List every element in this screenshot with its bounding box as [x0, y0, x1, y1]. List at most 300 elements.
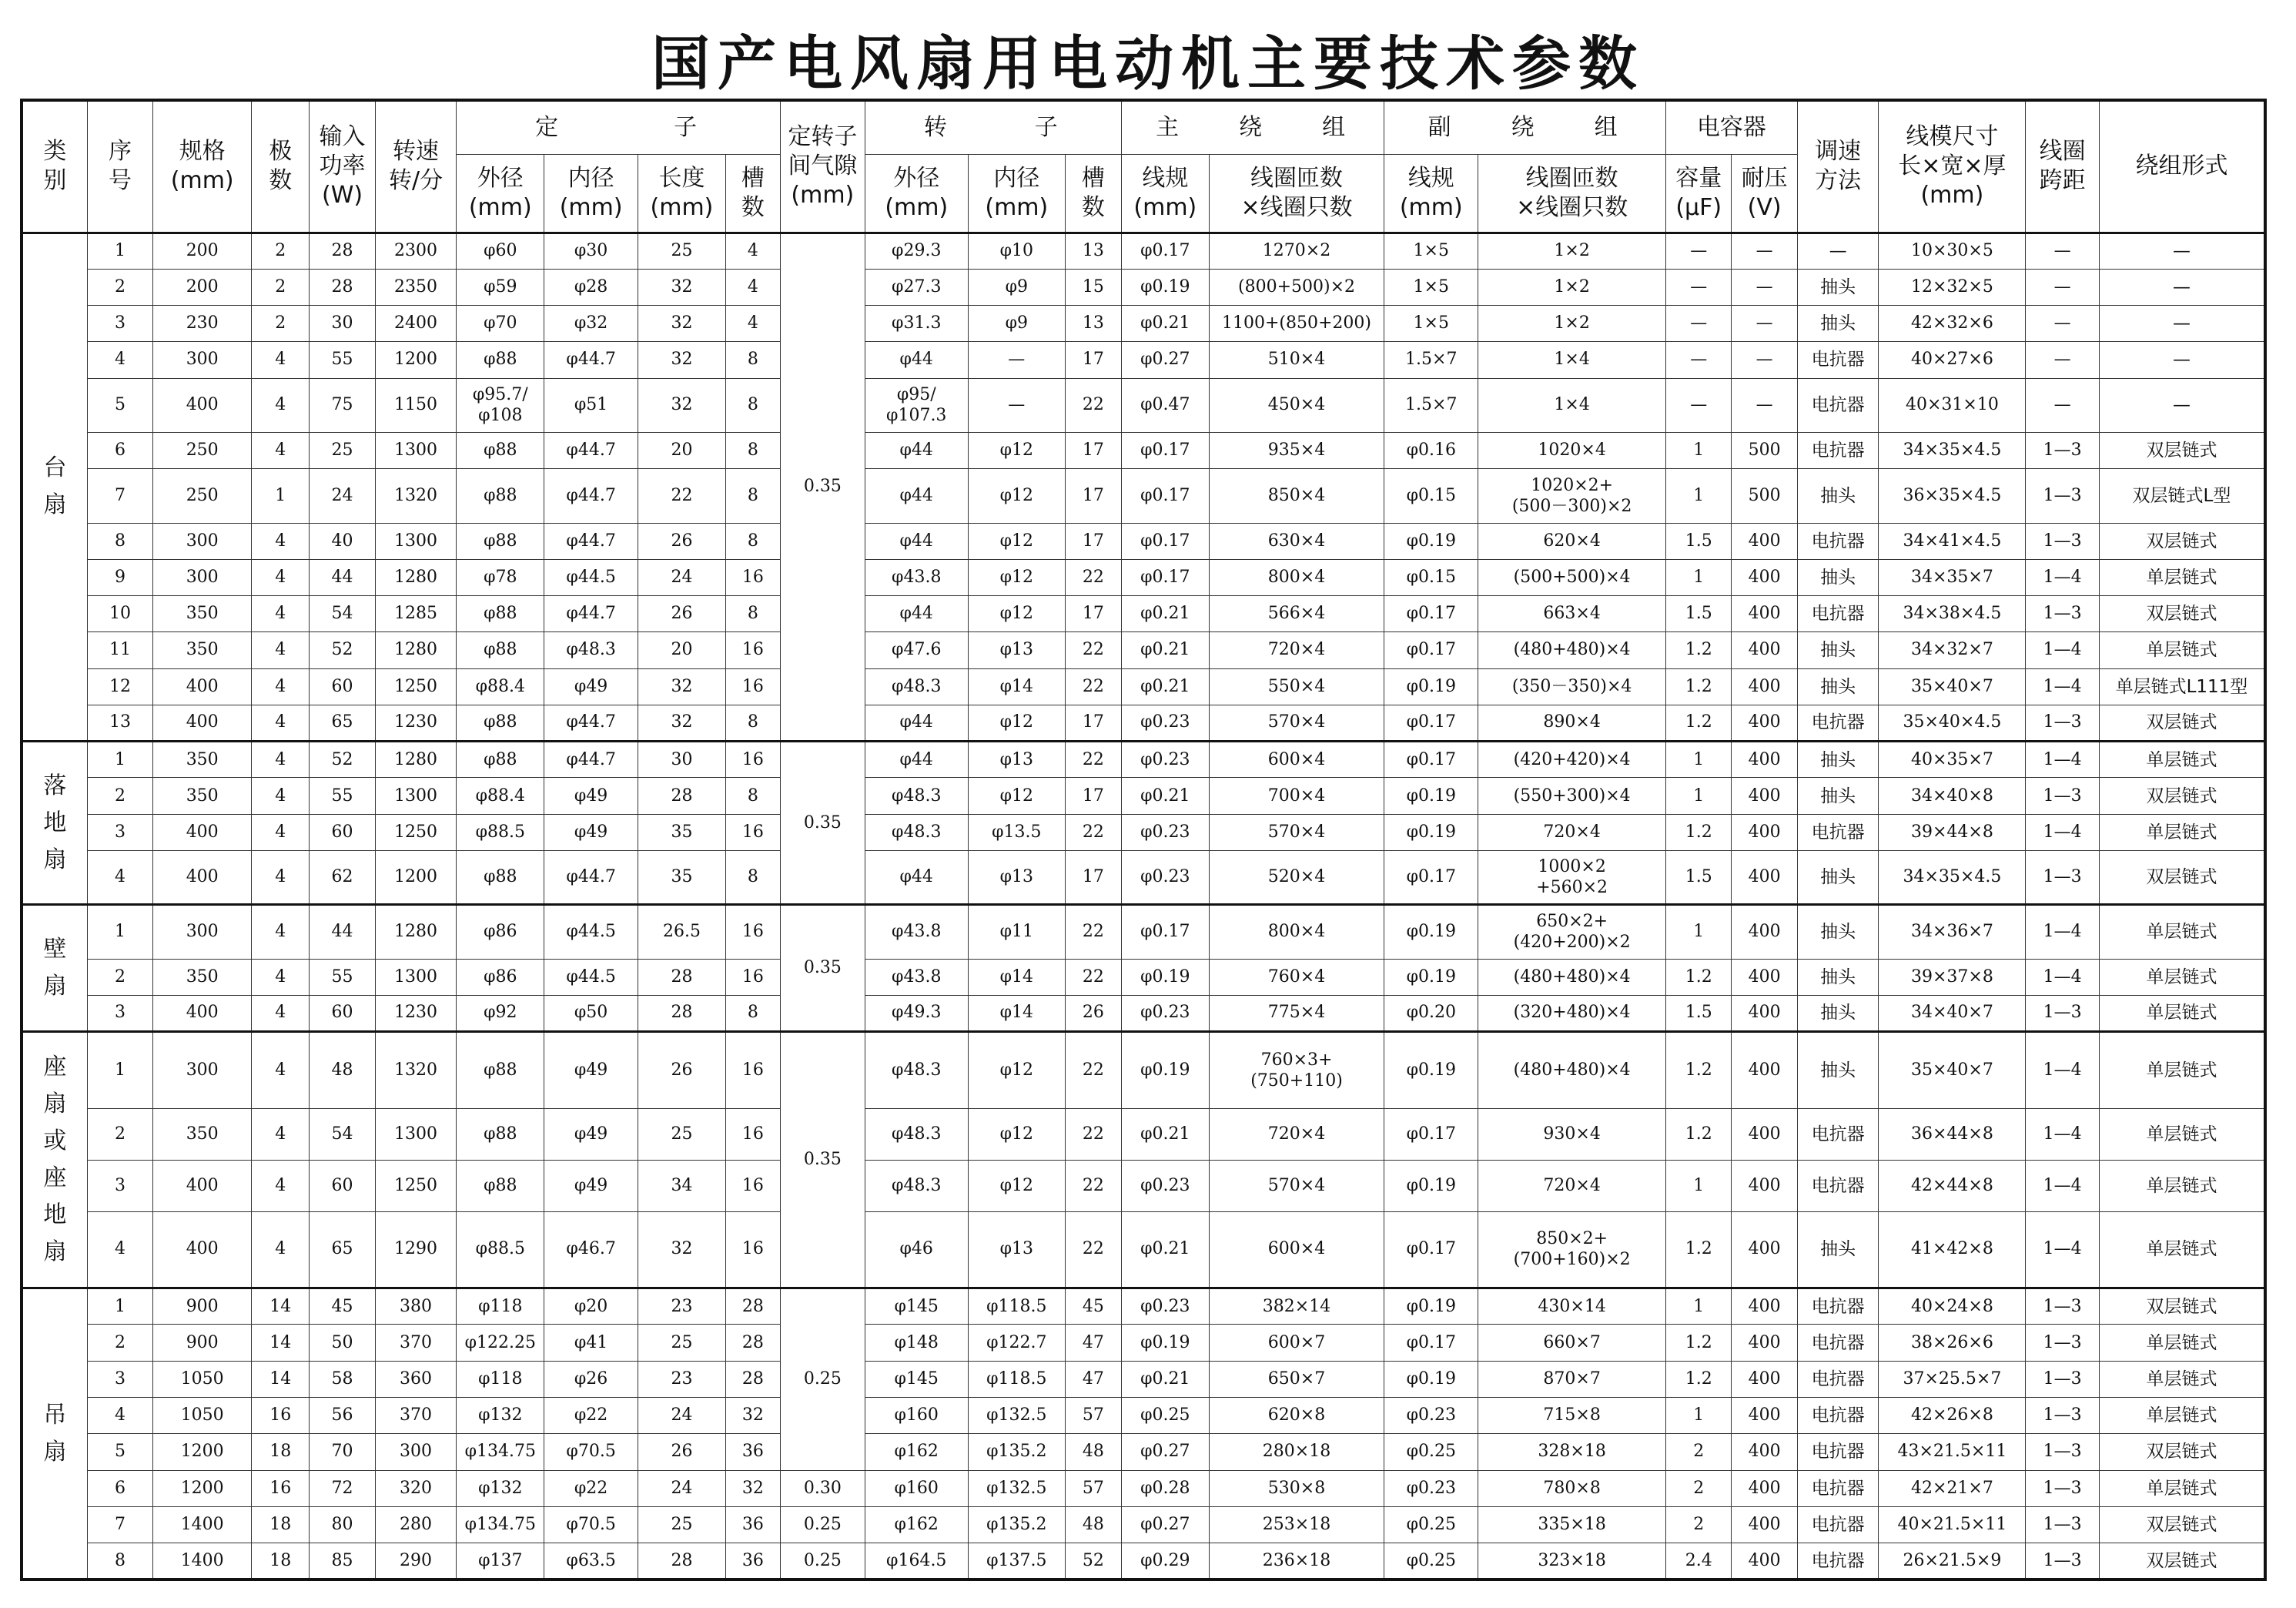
- data-cell: φ118.5: [968, 1361, 1065, 1397]
- data-cell: 300: [375, 1434, 457, 1470]
- data-cell: φ0.17: [1121, 233, 1209, 269]
- data-cell: 单层链式: [2099, 1032, 2265, 1109]
- data-cell: 26×21.5×9: [1879, 1543, 2026, 1580]
- data-cell: (480+480)×4: [1478, 959, 1666, 995]
- data-cell: 2350: [375, 269, 457, 305]
- data-cell: 1.2: [1666, 959, 1732, 995]
- data-cell: 1—3: [2026, 1361, 2100, 1397]
- data-cell: 1: [87, 905, 152, 959]
- data-cell: 760×3+ (750+110): [1209, 1032, 1384, 1109]
- header-spec: 规格 (mm): [153, 100, 252, 233]
- data-cell: 单层链式: [2099, 1470, 2265, 1506]
- data-cell: 28: [310, 269, 375, 305]
- data-cell: 660×7: [1478, 1325, 1666, 1361]
- data-cell: φ47.6: [865, 632, 968, 668]
- data-cell: 抽头: [1797, 306, 1879, 342]
- data-cell: 1400: [153, 1543, 252, 1580]
- category-char: 台: [43, 454, 67, 482]
- data-cell: 400: [1732, 905, 1797, 959]
- table-row: [22, 778, 2265, 814]
- data-cell: 4: [252, 778, 310, 814]
- data-cell: φ0.17: [1384, 742, 1478, 778]
- data-cell: 400: [1732, 523, 1797, 559]
- table-row: [22, 342, 2265, 378]
- data-cell: 4: [252, 705, 310, 741]
- data-cell: 4: [252, 814, 310, 850]
- data-cell: 70: [310, 1434, 375, 1470]
- data-cell: φ0.19: [1121, 959, 1209, 995]
- header-power: 输入 功率 (W): [310, 100, 375, 233]
- data-cell: 72: [310, 1470, 375, 1506]
- data-cell: 3: [87, 1160, 152, 1211]
- data-cell: 1: [252, 469, 310, 523]
- table-row: [22, 1543, 2265, 1580]
- data-cell: φ88: [457, 523, 544, 559]
- data-cell: 700×4: [1209, 778, 1384, 814]
- data-cell: —: [1666, 269, 1732, 305]
- data-cell: φ70: [457, 306, 544, 342]
- data-cell: 57: [1065, 1397, 1121, 1433]
- data-cell: 20: [638, 432, 726, 468]
- data-cell: φ44.5: [544, 559, 638, 595]
- header-aux-coils: 线圈匝数 ×线圈只数: [1478, 154, 1666, 233]
- data-cell: 抽头: [1797, 1032, 1879, 1109]
- data-cell: φ0.17: [1384, 850, 1478, 904]
- data-cell: 24: [638, 559, 726, 595]
- data-cell: 13: [1065, 233, 1121, 269]
- data-cell: 1—3: [2026, 1543, 2100, 1580]
- data-cell: 930×4: [1478, 1108, 1666, 1160]
- data-cell: 18: [252, 1434, 310, 1470]
- header-poles: 极 数: [252, 100, 310, 233]
- data-cell: 1—4: [2026, 1108, 2100, 1160]
- data-cell: 电抗器: [1797, 1108, 1879, 1160]
- data-cell: φ0.19: [1384, 814, 1478, 850]
- data-cell: φ48.3: [865, 814, 968, 850]
- data-cell: φ44.7: [544, 596, 638, 632]
- data-cell: —: [1732, 233, 1797, 269]
- data-cell: φ135.2: [968, 1434, 1065, 1470]
- data-cell: φ132: [457, 1470, 544, 1506]
- data-cell: 328×18: [1478, 1434, 1666, 1470]
- data-cell: 双层链式: [2099, 1434, 2265, 1470]
- data-cell: 2400: [375, 306, 457, 342]
- header-stator-slots: 槽 数: [725, 154, 780, 233]
- data-cell: 8: [725, 778, 780, 814]
- data-cell: 电抗器: [1797, 1397, 1879, 1433]
- header-coil-pitch: 线圈 跨距: [2026, 100, 2100, 233]
- data-cell: φ145: [865, 1361, 968, 1397]
- data-cell: φ59: [457, 269, 544, 305]
- air-gap-cell: 0.35: [780, 905, 865, 1032]
- data-cell: φ14: [968, 959, 1065, 995]
- data-cell: 28: [725, 1325, 780, 1361]
- data-cell: φ0.23: [1384, 1397, 1478, 1433]
- data-cell: —: [1666, 378, 1732, 432]
- data-cell: 280: [375, 1506, 457, 1543]
- category-char: 壁: [43, 936, 67, 963]
- data-cell: φ12: [968, 559, 1065, 595]
- data-cell: 32: [638, 1211, 726, 1288]
- data-cell: φ88.5: [457, 814, 544, 850]
- data-cell: 2: [1666, 1434, 1732, 1470]
- table-row: [22, 1211, 2265, 1288]
- data-cell: 26: [638, 1434, 726, 1470]
- data-cell: φ0.19: [1384, 959, 1478, 995]
- data-cell: 350: [153, 1108, 252, 1160]
- data-cell: 45: [310, 1288, 375, 1325]
- data-cell: φ0.27: [1121, 342, 1209, 378]
- data-cell: φ43.8: [865, 959, 968, 995]
- data-cell: 50: [310, 1325, 375, 1361]
- data-cell: 双层链式: [2099, 1543, 2265, 1580]
- data-cell: φ0.23: [1121, 850, 1209, 904]
- data-cell: 16: [725, 668, 780, 705]
- data-cell: φ0.19: [1384, 1361, 1478, 1397]
- data-cell: 26: [638, 523, 726, 559]
- header-cap-value: 容量 (μF): [1666, 154, 1732, 233]
- air-gap-cell: 0.25: [780, 1288, 865, 1470]
- data-cell: 1: [1666, 778, 1732, 814]
- data-cell: 620×4: [1478, 523, 1666, 559]
- table-row: [22, 959, 2265, 995]
- data-cell: 16: [725, 814, 780, 850]
- data-cell: 350: [153, 959, 252, 995]
- data-cell: φ48.3: [865, 1032, 968, 1109]
- data-cell: 32: [638, 705, 726, 741]
- data-cell: 8: [725, 523, 780, 559]
- data-cell: 12×32×5: [1879, 269, 2026, 305]
- data-cell: 1—3: [2026, 850, 2100, 904]
- data-cell: 23: [638, 1361, 726, 1397]
- data-cell: 570×4: [1209, 705, 1384, 741]
- category-cell: [22, 905, 87, 1032]
- data-cell: 1: [1666, 1288, 1732, 1325]
- data-cell: 4: [252, 596, 310, 632]
- data-cell: 22: [1065, 632, 1121, 668]
- data-cell: 1—4: [2026, 1211, 2100, 1288]
- data-cell: φ44: [865, 705, 968, 741]
- data-cell: 抽头: [1797, 559, 1879, 595]
- data-cell: 17: [1065, 432, 1121, 468]
- data-cell: φ0.17: [1121, 523, 1209, 559]
- data-cell: 4: [252, 905, 310, 959]
- data-cell: 1: [1666, 905, 1732, 959]
- data-cell: 400: [153, 668, 252, 705]
- data-cell: 35: [638, 814, 726, 850]
- data-cell: 电抗器: [1797, 814, 1879, 850]
- data-cell: 40×27×6: [1879, 342, 2026, 378]
- data-cell: φ162: [865, 1434, 968, 1470]
- data-cell: 1270×2: [1209, 233, 1384, 269]
- data-cell: 1.5: [1666, 523, 1732, 559]
- data-cell: 17: [1065, 705, 1121, 741]
- data-cell: 双层链式: [2099, 705, 2265, 741]
- data-cell: 890×4: [1478, 705, 1666, 741]
- data-cell: 663×4: [1478, 596, 1666, 632]
- data-cell: φ49: [544, 778, 638, 814]
- data-cell: 400: [1732, 850, 1797, 904]
- data-cell: 1.2: [1666, 1032, 1732, 1109]
- data-cell: φ44: [865, 469, 968, 523]
- data-cell: (500+500)×4: [1478, 559, 1666, 595]
- data-cell: φ22: [544, 1397, 638, 1433]
- data-cell: 370: [375, 1397, 457, 1433]
- data-cell: 25: [310, 432, 375, 468]
- data-cell: —: [1797, 233, 1879, 269]
- data-cell: 1280: [375, 905, 457, 959]
- data-cell: 6: [87, 1470, 152, 1506]
- data-cell: 双层链式: [2099, 596, 2265, 632]
- data-cell: 38×26×6: [1879, 1325, 2026, 1361]
- data-cell: 44: [310, 905, 375, 959]
- data-cell: φ46: [865, 1211, 968, 1288]
- data-cell: 16: [725, 742, 780, 778]
- data-cell: 1.5: [1666, 850, 1732, 904]
- data-cell: 24: [638, 1470, 726, 1506]
- data-cell: 2: [87, 1108, 152, 1160]
- data-cell: 37×25.5×7: [1879, 1361, 2026, 1397]
- data-cell: 510×4: [1209, 342, 1384, 378]
- data-cell: 1×5: [1384, 306, 1478, 342]
- data-cell: 1.2: [1666, 1361, 1732, 1397]
- data-cell: 720×4: [1478, 814, 1666, 850]
- data-cell: φ0.21: [1121, 1211, 1209, 1288]
- data-cell: 400: [1732, 1288, 1797, 1325]
- data-cell: 55: [310, 778, 375, 814]
- data-cell: —: [1732, 269, 1797, 305]
- data-cell: —: [968, 342, 1065, 378]
- data-cell: 抽头: [1797, 668, 1879, 705]
- data-cell: φ49.3: [865, 995, 968, 1031]
- data-cell: 360: [375, 1361, 457, 1397]
- data-cell: φ12: [968, 432, 1065, 468]
- data-cell: 400: [1732, 1211, 1797, 1288]
- data-cell: 400: [1732, 995, 1797, 1031]
- air-gap-cell: 0.25: [780, 1543, 865, 1580]
- data-cell: 17: [1065, 469, 1121, 523]
- data-cell: 1150: [375, 378, 457, 432]
- data-cell: 382×14: [1209, 1288, 1384, 1325]
- data-cell: 单层链式: [2099, 905, 2265, 959]
- data-cell: 16: [725, 1211, 780, 1288]
- data-cell: 39×44×8: [1879, 814, 2026, 850]
- data-cell: 40×31×10: [1879, 378, 2026, 432]
- data-cell: φ0.21: [1121, 668, 1209, 705]
- data-cell: 300: [153, 905, 252, 959]
- data-cell: 23: [638, 1288, 726, 1325]
- data-cell: 单层链式: [2099, 814, 2265, 850]
- data-cell: 400: [1732, 1506, 1797, 1543]
- data-cell: 1300: [375, 1108, 457, 1160]
- data-cell: 14: [252, 1361, 310, 1397]
- header-category: 类 别: [22, 100, 87, 233]
- data-cell: 400: [1732, 1032, 1797, 1109]
- data-cell: 65: [310, 1211, 375, 1288]
- data-cell: (420+420)×4: [1478, 742, 1666, 778]
- data-cell: φ78: [457, 559, 544, 595]
- data-cell: φ95/ φ107.3: [865, 378, 968, 432]
- data-cell: φ0.19: [1384, 668, 1478, 705]
- data-cell: 25: [638, 1325, 726, 1361]
- data-cell: φ160: [865, 1470, 968, 1506]
- data-cell: 17: [1065, 342, 1121, 378]
- data-cell: 400: [1732, 1325, 1797, 1361]
- category-char: 地: [43, 809, 67, 836]
- data-cell: 600×4: [1209, 742, 1384, 778]
- data-cell: 16: [725, 559, 780, 595]
- data-cell: 54: [310, 596, 375, 632]
- data-cell: 4: [87, 1211, 152, 1288]
- data-cell: 14: [252, 1288, 310, 1325]
- data-cell: 900: [153, 1288, 252, 1325]
- data-cell: —: [2026, 269, 2100, 305]
- data-cell: 22: [1065, 742, 1121, 778]
- data-cell: 40×35×7: [1879, 742, 2026, 778]
- air-gap-cell: 0.35: [780, 233, 865, 742]
- data-cell: φ12: [968, 523, 1065, 559]
- data-cell: 电抗器: [1797, 342, 1879, 378]
- data-cell: 1—4: [2026, 742, 2100, 778]
- data-cell: 400: [1732, 1434, 1797, 1470]
- data-cell: 550×4: [1209, 668, 1384, 705]
- data-cell: —: [1732, 378, 1797, 432]
- data-cell: 300: [153, 342, 252, 378]
- data-cell: 400: [1732, 668, 1797, 705]
- data-cell: 36×44×8: [1879, 1108, 2026, 1160]
- data-cell: φ11: [968, 905, 1065, 959]
- data-cell: 380: [375, 1288, 457, 1325]
- data-cell: 单层链式: [2099, 1211, 2265, 1288]
- data-cell: 28: [638, 1543, 726, 1580]
- data-cell: 400: [1732, 778, 1797, 814]
- data-cell: 单层链式: [2099, 959, 2265, 995]
- category-char: 扇: [43, 846, 67, 873]
- data-cell: 抽头: [1797, 778, 1879, 814]
- data-cell: 双层链式: [2099, 850, 2265, 904]
- category-cell: [22, 1288, 87, 1580]
- table-row: [22, 469, 2265, 523]
- data-cell: φ46.7: [544, 1211, 638, 1288]
- header-main-winding: 主 绕 组: [1121, 100, 1384, 154]
- data-cell: 1×5: [1384, 233, 1478, 269]
- data-cell: 8: [725, 850, 780, 904]
- category-char: 扇: [43, 1238, 67, 1266]
- data-cell: 60: [310, 814, 375, 850]
- data-cell: 16: [725, 632, 780, 668]
- data-cell: φ118: [457, 1288, 544, 1325]
- data-cell: 单层链式: [2099, 1325, 2265, 1361]
- data-cell: 8: [725, 705, 780, 741]
- data-cell: φ20: [544, 1288, 638, 1325]
- data-cell: 41×42×8: [1879, 1211, 2026, 1288]
- data-cell: φ134.75: [457, 1506, 544, 1543]
- data-cell: 32: [725, 1470, 780, 1506]
- data-cell: 1.5×7: [1384, 378, 1478, 432]
- header-stator-id: 内径 (mm): [544, 154, 638, 233]
- table-row: [22, 1160, 2265, 1211]
- data-cell: 26: [638, 596, 726, 632]
- data-cell: φ13: [968, 850, 1065, 904]
- data-cell: 18: [252, 1543, 310, 1580]
- data-cell: 单层链式: [2099, 1160, 2265, 1211]
- data-cell: φ0.17: [1384, 1325, 1478, 1361]
- data-cell: φ0.21: [1121, 596, 1209, 632]
- data-cell: 单层链式: [2099, 559, 2265, 595]
- header-mold-size: 线模尺寸 长×宽×厚 (mm): [1879, 100, 2026, 233]
- data-cell: 2: [87, 778, 152, 814]
- data-cell: 1—4: [2026, 668, 2100, 705]
- data-cell: 4: [252, 559, 310, 595]
- data-cell: φ0.17: [1384, 1211, 1478, 1288]
- data-cell: 253×18: [1209, 1506, 1384, 1543]
- data-cell: 8: [725, 378, 780, 432]
- data-cell: 1: [87, 1032, 152, 1109]
- data-cell: 300: [153, 523, 252, 559]
- data-cell: φ12: [968, 1160, 1065, 1211]
- data-cell: 900: [153, 1325, 252, 1361]
- data-cell: 42×21×7: [1879, 1470, 2026, 1506]
- data-cell: φ0.19: [1384, 905, 1478, 959]
- data-cell: 1—3: [2026, 705, 2100, 741]
- data-cell: 800×4: [1209, 905, 1384, 959]
- data-cell: —: [2099, 306, 2265, 342]
- data-cell: φ44: [865, 342, 968, 378]
- data-cell: 1: [1666, 742, 1732, 778]
- data-cell: 400: [153, 995, 252, 1031]
- data-cell: 单层链式: [2099, 1108, 2265, 1160]
- data-cell: 22: [1065, 1032, 1121, 1109]
- data-cell: 60: [310, 668, 375, 705]
- data-cell: 4: [87, 1397, 152, 1433]
- data-cell: 400: [153, 814, 252, 850]
- data-cell: 22: [1065, 1160, 1121, 1211]
- data-cell: 1—3: [2026, 523, 2100, 559]
- data-cell: 34: [638, 1160, 726, 1211]
- data-cell: 1—4: [2026, 1160, 2100, 1211]
- data-cell: 4: [252, 1108, 310, 1160]
- data-cell: 1: [87, 233, 152, 269]
- data-cell: φ49: [544, 668, 638, 705]
- header-aux-winding: 副 绕 组: [1384, 100, 1666, 154]
- data-cell: 单层链式: [2099, 632, 2265, 668]
- data-cell: —: [2026, 306, 2100, 342]
- category-cell: [22, 233, 87, 742]
- header-stator-od: 外径 (mm): [457, 154, 544, 233]
- data-cell: φ0.17: [1384, 705, 1478, 741]
- data-cell: 11: [87, 632, 152, 668]
- data-cell: φ88.4: [457, 778, 544, 814]
- data-cell: 10: [87, 596, 152, 632]
- data-cell: φ88: [457, 469, 544, 523]
- data-cell: 32: [638, 306, 726, 342]
- header-rotor-id: 内径 (mm): [968, 154, 1065, 233]
- data-cell: 1×4: [1478, 378, 1666, 432]
- data-cell: φ51: [544, 378, 638, 432]
- data-cell: 1: [1666, 1160, 1732, 1211]
- data-cell: 28: [725, 1361, 780, 1397]
- data-cell: 56: [310, 1397, 375, 1433]
- data-cell: 34×36×7: [1879, 905, 2026, 959]
- data-cell: φ148: [865, 1325, 968, 1361]
- data-cell: 45: [1065, 1288, 1121, 1325]
- data-cell: 10×30×5: [1879, 233, 2026, 269]
- data-cell: 8: [87, 1543, 152, 1580]
- data-cell: 4: [252, 632, 310, 668]
- data-cell: φ13.5: [968, 814, 1065, 850]
- data-cell: 抽头: [1797, 995, 1879, 1031]
- header-cap-voltage: 耐压 (V): [1732, 154, 1797, 233]
